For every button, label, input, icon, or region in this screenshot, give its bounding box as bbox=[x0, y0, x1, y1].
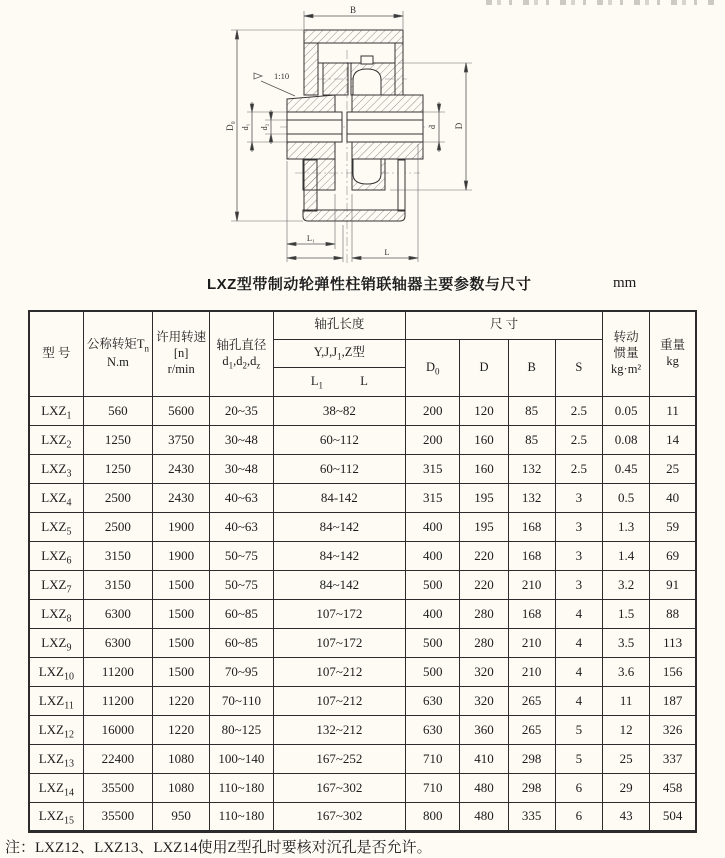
header-inertia-line1: 转动 bbox=[613, 330, 639, 345]
cell-inertia: 0.45 bbox=[603, 454, 650, 483]
taper-symbol bbox=[254, 73, 262, 79]
header-L1: $L_1$ bbox=[310, 373, 323, 391]
header-weight bbox=[650, 311, 696, 396]
cell-bore-length: 107~172 bbox=[273, 599, 406, 628]
cell-B: 85 bbox=[508, 425, 555, 454]
cell-model: $LXZ_{14}$ bbox=[29, 773, 83, 802]
cell-S: 2.5 bbox=[555, 396, 602, 425]
cell-weight: 69 bbox=[650, 541, 696, 570]
cell-speed: 1900 bbox=[153, 541, 210, 570]
cell-B: 168 bbox=[508, 541, 555, 570]
cell-bore-length: 60~112 bbox=[273, 454, 406, 483]
cell-weight: 91 bbox=[650, 570, 696, 599]
table-row bbox=[29, 483, 696, 512]
cell-inertia: 1.3 bbox=[603, 512, 650, 541]
cell-D0: 500 bbox=[406, 657, 460, 686]
cell-torque: 11200 bbox=[83, 686, 152, 715]
cell-S: 6 bbox=[555, 773, 602, 802]
cell-speed: 2430 bbox=[153, 454, 210, 483]
coupling-section-drawing bbox=[205, 0, 505, 270]
cell-speed: 2430 bbox=[153, 483, 210, 512]
table-row bbox=[29, 425, 696, 454]
cell-S: 2.5 bbox=[555, 425, 602, 454]
cell-weight: 113 bbox=[650, 628, 696, 657]
cell-D0: 710 bbox=[406, 744, 460, 773]
cell-S: 3 bbox=[555, 570, 602, 599]
cell-torque: 11200 bbox=[83, 657, 152, 686]
label-d2: d₂ bbox=[260, 123, 269, 131]
cell-bore-diameter: 50~75 bbox=[210, 541, 273, 570]
cell-speed: 1080 bbox=[153, 744, 210, 773]
cell-bore-diameter: 80~125 bbox=[210, 715, 273, 744]
cell-torque: 560 bbox=[83, 396, 152, 425]
cell-S: 4 bbox=[555, 628, 602, 657]
header-D0: $D_0$ bbox=[406, 339, 460, 396]
cell-model: $LXZ_7$ bbox=[29, 570, 83, 599]
table-row bbox=[29, 512, 696, 541]
cell-model: $LXZ_2$ bbox=[29, 425, 83, 454]
cell-bore-length: 167~252 bbox=[273, 744, 406, 773]
cell-model: $LXZ_9$ bbox=[29, 628, 83, 657]
header-torque bbox=[83, 311, 152, 396]
cell-torque: 6300 bbox=[83, 599, 152, 628]
cell-bore-diameter: 20~35 bbox=[210, 396, 273, 425]
cell-inertia: 0.05 bbox=[603, 396, 650, 425]
cell-weight: 326 bbox=[650, 715, 696, 744]
cell-S: 3 bbox=[555, 483, 602, 512]
cell-weight: 11 bbox=[650, 396, 696, 425]
header-torque-line2: N.m bbox=[106, 355, 129, 370]
cell-torque: 2500 bbox=[83, 483, 152, 512]
cell-model: $LXZ_6$ bbox=[29, 541, 83, 570]
header-model: 型 号 bbox=[29, 311, 83, 396]
header-L1-L bbox=[273, 367, 406, 396]
cell-B: 335 bbox=[508, 802, 555, 831]
header-bore-line1: 轴孔直径 bbox=[216, 338, 267, 353]
cell-inertia: 3.2 bbox=[603, 570, 650, 599]
cell-D: 480 bbox=[460, 773, 508, 802]
cell-torque: 35500 bbox=[83, 773, 152, 802]
cell-S: 6 bbox=[555, 802, 602, 831]
cell-inertia: 3.5 bbox=[603, 628, 650, 657]
table-row bbox=[29, 454, 696, 483]
left-flange-taper bbox=[287, 95, 335, 112]
cell-weight: 337 bbox=[650, 744, 696, 773]
cell-D: 280 bbox=[460, 599, 508, 628]
cell-D: 360 bbox=[460, 715, 508, 744]
header-bore-line2: $d_1,d_2,d_z$ bbox=[222, 353, 261, 371]
page-title: LXZ型带制动轮弹性柱销联轴器主要参数与尺寸 bbox=[207, 276, 532, 293]
cell-speed: 1220 bbox=[153, 715, 210, 744]
elastic-pin bbox=[353, 69, 381, 95]
cell-D: 320 bbox=[460, 686, 508, 715]
cell-D: 220 bbox=[460, 541, 508, 570]
cell-bore-length: 132~212 bbox=[273, 715, 406, 744]
table-row bbox=[29, 657, 696, 686]
header-inertia-line3: kg·m² bbox=[611, 361, 642, 376]
cell-B: 85 bbox=[508, 396, 555, 425]
cell-D: 220 bbox=[460, 570, 508, 599]
cell-S: 4 bbox=[555, 686, 602, 715]
cell-bore-length: 84~142 bbox=[273, 570, 406, 599]
header-D: D bbox=[460, 339, 508, 396]
header-weight-line1: 重量 bbox=[660, 338, 686, 353]
cell-D0: 200 bbox=[406, 425, 460, 454]
cell-D0: 630 bbox=[406, 686, 460, 715]
cell-inertia: 43 bbox=[603, 802, 650, 831]
cell-torque: 1250 bbox=[83, 425, 152, 454]
cell-weight: 14 bbox=[650, 425, 696, 454]
label-D0: D₀ bbox=[225, 121, 235, 131]
cell-speed: 1500 bbox=[153, 628, 210, 657]
cell-bore-diameter: 30~48 bbox=[210, 425, 273, 454]
table-row bbox=[29, 744, 696, 773]
cell-S: 3 bbox=[555, 541, 602, 570]
table-row bbox=[29, 628, 696, 657]
cell-torque: 6300 bbox=[83, 628, 152, 657]
unit-label: mm bbox=[613, 275, 637, 291]
header-bore-diameter bbox=[210, 311, 273, 396]
cell-bore-length: 107~212 bbox=[273, 657, 406, 686]
cell-inertia: 29 bbox=[603, 773, 650, 802]
cell-bore-length: 167~302 bbox=[273, 773, 406, 802]
cell-S: 4 bbox=[555, 599, 602, 628]
cell-model: $LXZ_3$ bbox=[29, 454, 83, 483]
header-inertia-line2: 惯量 bbox=[613, 345, 639, 360]
cell-weight: 156 bbox=[650, 657, 696, 686]
header-speed bbox=[153, 311, 210, 396]
cell-S: 2.5 bbox=[555, 454, 602, 483]
cell-bore-length: 38~82 bbox=[273, 396, 406, 425]
header-inertia bbox=[603, 311, 650, 396]
header-length-types: $Y,J,J_1,Z$型 bbox=[273, 339, 406, 367]
label-d: d bbox=[428, 125, 437, 129]
cell-torque: 3150 bbox=[83, 541, 152, 570]
label-taper: 1:10 bbox=[274, 71, 290, 81]
cell-B: 168 bbox=[508, 599, 555, 628]
shafts bbox=[287, 112, 423, 142]
cell-D0: 500 bbox=[406, 570, 460, 599]
label-d1: d₁ bbox=[241, 123, 250, 131]
cell-B: 265 bbox=[508, 715, 555, 744]
footnote: 注：LXZ12、LXZ13、LXZ14使用Z型孔时要核对沉孔是否允许。 bbox=[5, 840, 432, 856]
cell-inertia: 0.5 bbox=[603, 483, 650, 512]
cell-weight: 458 bbox=[650, 773, 696, 802]
cell-bore-length: 84-142 bbox=[273, 483, 406, 512]
cell-speed: 950 bbox=[153, 802, 210, 831]
cell-weight: 25 bbox=[650, 454, 696, 483]
cell-D: 120 bbox=[460, 396, 508, 425]
cell-B: 210 bbox=[508, 570, 555, 599]
cell-bore-diameter: 70~95 bbox=[210, 657, 273, 686]
cropped-text-fragment bbox=[486, 0, 714, 5]
header-size-group: 尺 寸 bbox=[406, 311, 603, 339]
cell-S: 5 bbox=[555, 744, 602, 773]
table-row bbox=[29, 715, 696, 744]
cell-speed: 1900 bbox=[153, 512, 210, 541]
parameter-table bbox=[28, 310, 697, 833]
cell-B: 265 bbox=[508, 686, 555, 715]
cell-model: $LXZ_{11}$ bbox=[29, 686, 83, 715]
cell-bore-diameter: 40~63 bbox=[210, 512, 273, 541]
cell-D0: 200 bbox=[406, 396, 460, 425]
cell-D: 195 bbox=[460, 512, 508, 541]
cell-inertia: 0.08 bbox=[603, 425, 650, 454]
cell-speed: 3750 bbox=[153, 425, 210, 454]
cell-bore-diameter: 70~110 bbox=[210, 686, 273, 715]
cell-B: 298 bbox=[508, 744, 555, 773]
cell-D0: 400 bbox=[406, 512, 460, 541]
cell-inertia: 12 bbox=[603, 715, 650, 744]
cell-D: 160 bbox=[460, 425, 508, 454]
table-row bbox=[29, 396, 696, 425]
header-speed-line2: [n] bbox=[173, 345, 189, 360]
cell-weight: 88 bbox=[650, 599, 696, 628]
cell-torque: 3150 bbox=[83, 570, 152, 599]
label-L: L bbox=[384, 247, 390, 257]
table-row bbox=[29, 541, 696, 570]
table-body bbox=[29, 396, 696, 831]
cell-S: 5 bbox=[555, 715, 602, 744]
cell-bore-length: 84~142 bbox=[273, 541, 406, 570]
cell-model: $LXZ_5$ bbox=[29, 512, 83, 541]
cell-speed: 5600 bbox=[153, 396, 210, 425]
header-torque-line1: 公称转矩$T_n$ bbox=[86, 336, 149, 354]
cell-D: 410 bbox=[460, 744, 508, 773]
cell-B: 132 bbox=[508, 454, 555, 483]
cell-speed: 1500 bbox=[153, 599, 210, 628]
cell-bore-length: 84~142 bbox=[273, 512, 406, 541]
header-speed-line1: 许用转速 bbox=[156, 330, 207, 345]
cell-bore-length: 167~302 bbox=[273, 802, 406, 831]
table-row bbox=[29, 686, 696, 715]
cell-bore-diameter: 40~63 bbox=[210, 483, 273, 512]
cell-model: $LXZ_{10}$ bbox=[29, 657, 83, 686]
cell-D: 480 bbox=[460, 802, 508, 831]
cell-D0: 315 bbox=[406, 483, 460, 512]
cell-D0: 800 bbox=[406, 802, 460, 831]
cell-bore-diameter: 60~85 bbox=[210, 628, 273, 657]
header-B: B bbox=[508, 339, 555, 396]
cell-inertia: 11 bbox=[603, 686, 650, 715]
cell-model: $LXZ_8$ bbox=[29, 599, 83, 628]
cell-bore-length: 107~212 bbox=[273, 686, 406, 715]
cell-speed: 1080 bbox=[153, 773, 210, 802]
cell-weight: 187 bbox=[650, 686, 696, 715]
cell-speed: 1500 bbox=[153, 657, 210, 686]
cell-bore-length: 60~112 bbox=[273, 425, 406, 454]
table-row bbox=[29, 773, 696, 802]
cell-S: 4 bbox=[555, 657, 602, 686]
cell-model: $LXZ_{15}$ bbox=[29, 802, 83, 831]
cell-B: 298 bbox=[508, 773, 555, 802]
cell-B: 210 bbox=[508, 628, 555, 657]
cell-D0: 710 bbox=[406, 773, 460, 802]
cell-speed: 1220 bbox=[153, 686, 210, 715]
cell-D0: 630 bbox=[406, 715, 460, 744]
cell-bore-diameter: 100~140 bbox=[210, 744, 273, 773]
cell-inertia: 1.5 bbox=[603, 599, 650, 628]
label-L1: L₁ bbox=[306, 233, 316, 243]
label-B: B bbox=[349, 5, 357, 15]
cell-D0: 400 bbox=[406, 541, 460, 570]
table-row bbox=[29, 599, 696, 628]
cell-torque: 35500 bbox=[83, 802, 152, 831]
cell-inertia: 1.4 bbox=[603, 541, 650, 570]
cell-model: $LXZ_1$ bbox=[29, 396, 83, 425]
cell-torque: 1250 bbox=[83, 454, 152, 483]
cell-bore-diameter: 60~85 bbox=[210, 599, 273, 628]
cell-B: 132 bbox=[508, 483, 555, 512]
cell-bore-length: 107~172 bbox=[273, 628, 406, 657]
header-S: S bbox=[555, 339, 602, 396]
cell-model: $LXZ_{13}$ bbox=[29, 744, 83, 773]
cell-inertia: 3.6 bbox=[603, 657, 650, 686]
cell-D: 160 bbox=[460, 454, 508, 483]
cell-weight: 40 bbox=[650, 483, 696, 512]
cell-torque: 2500 bbox=[83, 512, 152, 541]
cell-B: 210 bbox=[508, 657, 555, 686]
cell-speed: 1500 bbox=[153, 570, 210, 599]
cell-weight: 59 bbox=[650, 512, 696, 541]
cell-model: $LXZ_{12}$ bbox=[29, 715, 83, 744]
cell-torque: 16000 bbox=[83, 715, 152, 744]
cell-B: 168 bbox=[508, 512, 555, 541]
cell-bore-diameter: 50~75 bbox=[210, 570, 273, 599]
cell-torque: 22400 bbox=[83, 744, 152, 773]
cell-model: $LXZ_4$ bbox=[29, 483, 83, 512]
header-weight-line2: kg bbox=[666, 353, 679, 368]
table-row bbox=[29, 802, 696, 831]
header-bore-length: 轴孔长度 bbox=[273, 311, 406, 339]
header-speed-line3: r/min bbox=[167, 361, 195, 376]
cell-D: 320 bbox=[460, 657, 508, 686]
cell-weight: 504 bbox=[650, 802, 696, 831]
title-row bbox=[0, 273, 725, 295]
cell-D: 280 bbox=[460, 628, 508, 657]
cell-S: 3 bbox=[555, 512, 602, 541]
cell-inertia: 25 bbox=[603, 744, 650, 773]
cell-D0: 500 bbox=[406, 628, 460, 657]
cell-D: 195 bbox=[460, 483, 508, 512]
label-D: D bbox=[454, 122, 464, 130]
header-L: L bbox=[360, 373, 368, 388]
cell-bore-diameter: 110~180 bbox=[210, 802, 273, 831]
cell-bore-diameter: 110~180 bbox=[210, 773, 273, 802]
cell-D0: 315 bbox=[406, 454, 460, 483]
table-row bbox=[29, 570, 696, 599]
cell-bore-diameter: 30~48 bbox=[210, 454, 273, 483]
cell-D0: 400 bbox=[406, 599, 460, 628]
